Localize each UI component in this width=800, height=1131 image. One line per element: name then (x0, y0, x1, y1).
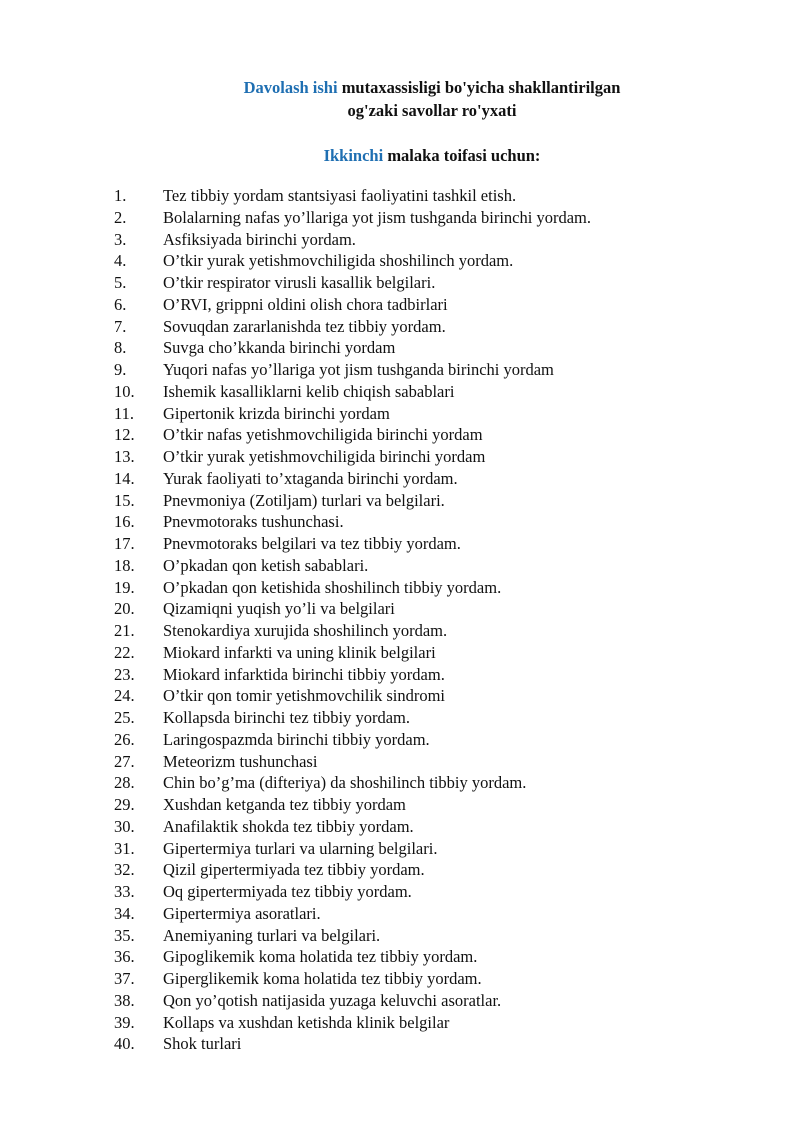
list-item (0, 511, 800, 533)
list-item-text: Miokard infarkti va uning klinik belgilari (163, 642, 436, 662)
list-item (0, 946, 800, 968)
list-item-text: Meteorizm tushunchasi (163, 751, 318, 771)
list-item-number: 6. (114, 294, 127, 314)
list-item-number: 39. (114, 1012, 135, 1032)
list-item (0, 381, 800, 403)
list-item-number: 18. (114, 555, 135, 575)
list-item (0, 881, 800, 903)
list-item-number: 24. (114, 686, 135, 706)
list-item-number: 34. (114, 903, 135, 923)
list-item (0, 707, 800, 729)
list-item-text: Miokard infarktida birinchi tibbiy yordam. (163, 664, 445, 684)
list-item-text: Anafilaktik shokda tez tibbiy yordam. (163, 816, 414, 836)
list-item-number: 29. (114, 795, 135, 814)
list-item-text: Pnevmotoraks tushunchasi. (163, 512, 344, 532)
list-item (0, 468, 800, 490)
list-item-text: Stenokardiya xurujida shoshilinch yordam. (163, 621, 448, 640)
list-item-text: Sovuqdan zararlanishda tez tibbiy yordam. (163, 316, 446, 336)
list-item (0, 185, 800, 207)
list-item (0, 337, 800, 359)
list-item-text: Gipertermiya turlari va ularning belgilari. (163, 838, 438, 858)
subtitle-rest: malaka toifasi uchun: (383, 146, 541, 165)
list-item-text: Qon yo’qotish natijasida yuzaga keluvchi asoratlar. (163, 990, 502, 1010)
list-item-text: O’tkir yurak yetishmovchiligida shoshilinch yordam. (163, 251, 514, 271)
list-item (0, 294, 800, 316)
list-item (0, 925, 800, 947)
list-item-number: 8. (114, 338, 127, 358)
document-subtitle (0, 144, 800, 167)
list-item-number: 20. (114, 599, 135, 619)
list-item-number: 37. (114, 969, 135, 988)
list-item-number: 12. (114, 425, 135, 445)
list-item-number: 27. (114, 751, 135, 771)
title-line-2: og'zaki savollar ro'yxati (347, 101, 517, 120)
list-item (0, 577, 800, 599)
list-item-number: 23. (114, 664, 135, 684)
list-item (0, 359, 800, 381)
list-item-text: Chin bo’g’ma (difteriya) da shoshilinch tibbiy yordam. (163, 773, 527, 793)
list-item-text: O’tkir qon tomir yetishmovchilik sindromi (163, 686, 446, 706)
list-item-number: 19. (114, 577, 135, 597)
list-item (0, 772, 800, 794)
list-item (0, 816, 800, 838)
list-item (0, 229, 800, 251)
list-item-number: 17. (114, 534, 135, 553)
list-item-number: 9. (114, 360, 127, 379)
list-item-text: O’pkadan qon ketishida shoshilinch tibbiy yordam. (163, 577, 502, 597)
list-item-number: 35. (114, 925, 135, 945)
list-item-number: 13. (114, 447, 135, 466)
list-item-number: 7. (114, 316, 127, 336)
list-item-number: 16. (114, 512, 135, 532)
list-item-number: 10. (114, 381, 135, 401)
list-item (0, 207, 800, 229)
list-item-number: 5. (114, 273, 127, 292)
list-item-text: Bolalarning nafas yo’llariga yot jism tushganda birinchi yordam. (163, 207, 591, 227)
list-item-number: 2. (114, 207, 127, 227)
list-item (0, 250, 800, 272)
list-item (0, 424, 800, 446)
list-item (0, 794, 800, 816)
list-item-number: 3. (114, 229, 127, 249)
subtitle-accent: Ikkinchi (323, 146, 384, 165)
list-item-text: Pnevmoniya (Zotiljam) turlari va belgilari. (163, 490, 445, 510)
list-item-text: Laringospazmda birinchi tibbiy yordam. (163, 729, 430, 749)
list-item-text: Gipoglikemik koma holatida tez tibbiy yordam. (163, 947, 478, 967)
list-item (0, 533, 800, 555)
list-item-text: Xushdan ketganda tez tibbiy yordam (163, 795, 406, 814)
list-item-text: Qizil gipertermiyada tez tibbiy yordam. (163, 860, 425, 880)
list-item-text: Gipertermiya asoratlari. (163, 903, 321, 923)
list-item-text: Suvga cho’kkanda birinchi yordam (163, 338, 396, 358)
list-item-number: 4. (114, 251, 127, 271)
list-item (0, 620, 800, 642)
list-item-number: 33. (114, 882, 135, 901)
list-item-text: O’tkir nafas yetishmovchiligida birinchi yordam (163, 425, 483, 445)
list-item-text: O’RVI, grippni oldini olish chora tadbirlari (163, 294, 448, 314)
list-item-number: 32. (114, 860, 135, 880)
list-item-text: O’tkir respirator virusli kasallik belgilari. (163, 273, 436, 292)
list-item (0, 968, 800, 990)
list-item (0, 751, 800, 773)
list-item (0, 446, 800, 468)
list-item-number: 11. (114, 403, 135, 423)
list-item (0, 990, 800, 1012)
list-item-number: 15. (114, 490, 135, 510)
list-item-text: O’pkadan qon ketish sabablari. (163, 555, 369, 575)
list-item-text: O’tkir yurak yetishmovchiligida birinchi yordam (163, 447, 486, 466)
list-item-number: 36. (114, 947, 135, 967)
title-accent: Davolash ishi (243, 78, 338, 97)
list-item (0, 838, 800, 860)
list-item-text: Kollaps va xushdan ketishda klinik belgilar (163, 1012, 450, 1032)
list-item (0, 685, 800, 707)
list-item (0, 555, 800, 577)
list-item (0, 1012, 800, 1034)
list-item (0, 729, 800, 751)
list-item (0, 859, 800, 881)
list-item-text: Yuqori nafas yo’llariga yot jism tushganda birinchi yordam (163, 360, 554, 379)
list-item (0, 642, 800, 664)
list-item-text: Anemiyaning turlari va belgilari. (163, 925, 381, 945)
list-item-number: 1. (114, 186, 127, 205)
list-item (0, 598, 800, 620)
list-item-number: 30. (114, 816, 135, 836)
list-item-text: Yurak faoliyati to’xtaganda birinchi yordam. (163, 468, 458, 488)
list-item-text: Asfiksiyada birinchi yordam. (163, 229, 356, 249)
list-item-number: 14. (114, 468, 135, 488)
list-item-number: 22. (114, 642, 135, 662)
list-item-number: 26. (114, 729, 135, 749)
question-list (0, 185, 800, 1055)
list-item-text: Kollapsda birinchi tez tibbiy yordam. (163, 708, 410, 727)
list-item-number: 40. (114, 1034, 135, 1054)
list-item-text: Qizamiqni yuqish yo’li va belgilari (163, 599, 395, 619)
list-item-number: 28. (114, 773, 135, 793)
document-title (0, 76, 800, 122)
list-item (0, 903, 800, 925)
list-item-text: Oq gipertermiyada tez tibbiy yordam. (163, 882, 412, 901)
title-rest: mutaxassisligi bo'yicha shakllantirilgan (337, 78, 621, 97)
list-item-number: 38. (114, 990, 135, 1010)
list-item (0, 403, 800, 425)
list-item (0, 316, 800, 338)
list-item-number: 21. (114, 621, 135, 640)
list-item-number: 31. (114, 838, 135, 858)
list-item-text: Shok turlari (163, 1034, 242, 1054)
list-item (0, 272, 800, 294)
list-item (0, 1033, 800, 1055)
list-item (0, 664, 800, 686)
list-item-text: Ishemik kasalliklarni kelib chiqish sabablari (163, 381, 455, 401)
list-item-number: 25. (114, 708, 135, 727)
list-item-text: Pnevmotoraks belgilari va tez tibbiy yordam. (163, 534, 461, 553)
list-item (0, 490, 800, 512)
list-item-text: Giperglikemik koma holatida tez tibbiy yordam. (163, 969, 482, 988)
list-item-text: Tez tibbiy yordam stantsiyasi faoliyatini tashkil etish. (163, 186, 517, 205)
list-item-text: Gipertonik krizda birinchi yordam (163, 403, 390, 423)
